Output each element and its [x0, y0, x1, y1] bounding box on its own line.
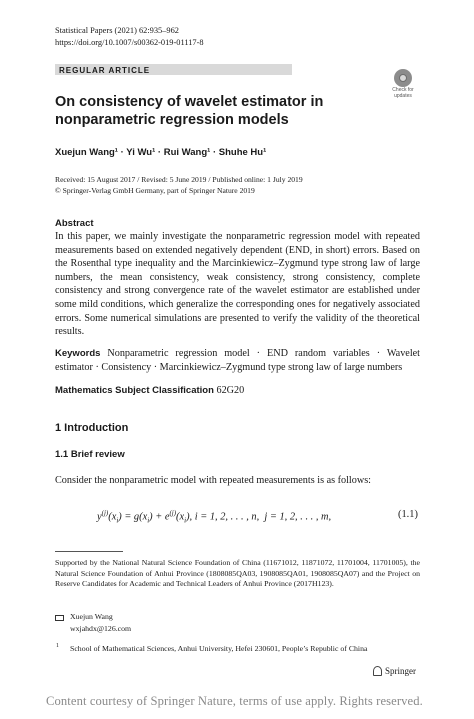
check-updates-text: [386, 87, 420, 99]
author-list: Xuejun Wang¹ · Yi Wu¹ · Rui Wang¹ · Shuhe Hu¹: [55, 147, 267, 158]
keywords-label: Keywords: [55, 348, 101, 359]
springer-horse-icon: [373, 666, 382, 676]
check-updates-line2: updates: [394, 93, 412, 99]
intro-paragraph: Consider the nonparametric model with repeated measurements is as follows:: [55, 475, 372, 486]
keywords-text: Nonparametric regression model · END random variables · Wavelet estimator · Consistency · Marcinkiewicz–Zygmund type strong law of large numbers: [55, 348, 421, 373]
equation-1-1: $y^{(j)}(x_i) = g(x_i) + e^{(j)}(x_i)$, i = 1, 2, . . . , n, j = 1, 2, . . . , m,: [97, 509, 332, 525]
envelope-icon: [55, 615, 64, 621]
affiliation-number: 1: [56, 643, 59, 649]
corresponding-author: Xuejun Wang: [70, 612, 113, 621]
received-dates: Received: 15 August 2017 / Revised: 5 June 2019 / Published online: 1 July 2019: [55, 175, 303, 184]
publisher-name: Springer: [385, 666, 416, 676]
footnote-divider: [55, 551, 123, 552]
affiliation: School of Mathematical Sciences, Anhui University, Hefei 230601, People’s Republic of China: [70, 644, 368, 653]
check-updates-icon-center: [399, 74, 407, 82]
publication-dates: [55, 175, 303, 196]
msc-classification: [55, 385, 244, 396]
msc-label: Mathematics Subject Classification: [55, 385, 214, 396]
springer-logo: [373, 666, 416, 676]
journal-citation: Statistical Papers (2021) 62:935–962: [55, 26, 179, 35]
msc-code: 62G20: [216, 385, 245, 396]
author-email-link[interactable]: wxjahdx@126.com: [70, 624, 132, 633]
courtesy-notice: Content courtesy of Springer Nature, terms of use apply. Rights reserved.: [46, 694, 423, 708]
equation-number: (1.1): [398, 509, 418, 520]
abstract-heading: Abstract: [55, 218, 94, 229]
journal-header: [55, 25, 204, 48]
subsection-heading: 1.1 Brief review: [55, 449, 125, 460]
abstract-text: In this paper, we mainly investigate the nonparametric regression model with repeated measurements based on extended negatively dependent (END, in short) errors. Based on the Rosenthal type inequality and the Marcinkiewicz–Zygmund type strong law of large numbers, the mean consistency, weak consistency, strong consistency, complete consistency and strong convergence rate of the wavelet estimator are established under some mild conditions, which generalize the corresponding ones for negatively associated errors. Some numerical simulations are presented to verify the validity of the theoretical results.: [55, 231, 420, 338]
article-type-label: REGULAR ARTICLE: [59, 65, 151, 75]
doi-link[interactable]: https://doi.org/10.1007/s00362-019-01117-8: [55, 37, 204, 47]
copyright-line: © Springer-Verlag GmbH Germany, part of Springer Nature 2019: [55, 185, 255, 195]
paper-title: On consistency of wavelet estimator in nonparametric regression models: [55, 94, 324, 128]
check-updates-line1: Check for: [392, 87, 414, 93]
section-heading: 1 Introduction: [55, 422, 129, 434]
keywords: [55, 347, 420, 374]
funding-footnote: Supported by the National Natural Science Foundation of China (11671012, 11871072, 11701004, 11701005), the Natural Science Foundation of Anhui Province (1808085QA03, 1908085QA01, 1908085QA07) and the Project on Reserve Candidates for Academic and Technical Leaders of Anhui Province (2017H123).: [55, 558, 420, 589]
